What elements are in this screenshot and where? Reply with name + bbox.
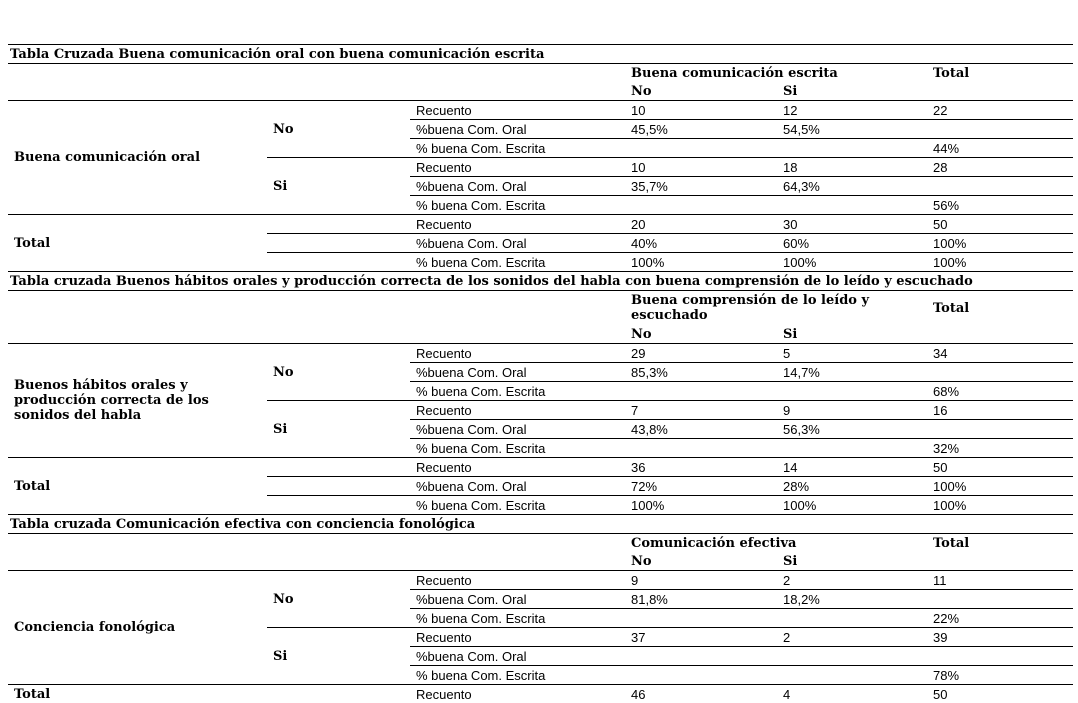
si-column-header: Si <box>777 82 927 101</box>
cell-total <box>927 647 1073 666</box>
stat-label: Recuento <box>410 571 625 590</box>
total-row <box>8 215 1073 234</box>
cell-no: 43,8% <box>625 420 777 439</box>
document <box>8 44 1073 703</box>
cell-si: 2 <box>777 628 927 647</box>
stat-label: Recuento <box>410 215 625 234</box>
crosstab-tables <box>8 44 1073 703</box>
row-group-label: Si <box>267 158 410 215</box>
stat-label: %buena Com. Oral <box>410 647 625 666</box>
stat-label: Recuento <box>410 458 625 477</box>
cell-si: 5 <box>777 344 927 363</box>
table-row <box>8 344 1073 363</box>
cell-si: 60% <box>777 234 927 253</box>
cell-si: 64,3% <box>777 177 927 196</box>
stat-label: Recuento <box>410 628 625 647</box>
table-1 <box>8 45 1073 272</box>
category-header-row <box>8 552 1073 571</box>
table-title: Tabla cruzada Comunicación efectiva con conciencia fonológica <box>8 515 1073 534</box>
stat-label: % buena Com. Escrita <box>410 666 625 685</box>
cell-total: 100% <box>927 234 1073 253</box>
stat-label: Recuento <box>410 101 625 120</box>
total-row <box>8 685 1073 703</box>
table-title-row <box>8 515 1073 534</box>
cell-si <box>777 439 927 458</box>
category-header-row <box>8 82 1073 101</box>
cell-si: 28% <box>777 477 927 496</box>
cell-no: 7 <box>625 401 777 420</box>
stat-label: Recuento <box>410 685 625 703</box>
column-variable-header: Comunicación efectiva <box>625 534 927 553</box>
category-header-row <box>8 325 1073 344</box>
cell-total: 100% <box>927 253 1073 272</box>
cell-total: 44% <box>927 139 1073 158</box>
cell-no: 81,8% <box>625 590 777 609</box>
cell-no: 40% <box>625 234 777 253</box>
cell-si: 100% <box>777 496 927 515</box>
cell-no: 45,5% <box>625 120 777 139</box>
cell-si <box>777 139 927 158</box>
cell-si: 14 <box>777 458 927 477</box>
total-row-label: Total <box>8 215 267 272</box>
cell-total: 50 <box>927 215 1073 234</box>
table-title: Tabla cruzada Buenos hábitos orales y producción correcta de los sonidos del habla con buena comprensión de lo leído y escuchado <box>8 272 1073 291</box>
column-header-row <box>8 64 1073 83</box>
column-header-row <box>8 291 1073 326</box>
stat-label: % buena Com. Escrita <box>410 139 625 158</box>
table-title-row <box>8 272 1073 291</box>
cell-no <box>625 139 777 158</box>
cell-no: 20 <box>625 215 777 234</box>
row-group-label: Si <box>267 628 410 685</box>
cell-si <box>777 647 927 666</box>
stat-label: Recuento <box>410 158 625 177</box>
cell-no: 100% <box>625 253 777 272</box>
row-variable-label: Buena comunicación oral <box>8 101 267 215</box>
stat-label: %buena Com. Oral <box>410 120 625 139</box>
cell-total: 28 <box>927 158 1073 177</box>
cell-total: 39 <box>927 628 1073 647</box>
cell-no <box>625 609 777 628</box>
cell-no: 100% <box>625 496 777 515</box>
row-group-label: Si <box>267 401 410 458</box>
no-column-header: No <box>625 325 777 344</box>
total-column-header: Total <box>927 291 1073 326</box>
cell-total: 50 <box>927 458 1073 477</box>
cell-no: 35,7% <box>625 177 777 196</box>
row-group-label: No <box>267 571 410 628</box>
stat-label: Recuento <box>410 401 625 420</box>
column-variable-header: Buena comunicación escrita <box>625 64 927 83</box>
table-title: Tabla Cruzada Buena comunicación oral con buena comunicación escrita <box>8 45 1073 64</box>
column-header-row <box>8 534 1073 553</box>
cell-si: 30 <box>777 215 927 234</box>
cell-total: 50 <box>927 685 1073 703</box>
total-row-label: Total <box>8 458 267 515</box>
table-2 <box>8 272 1073 515</box>
stat-label: %buena Com. Oral <box>410 177 625 196</box>
cell-total: 22% <box>927 609 1073 628</box>
cell-si: 56,3% <box>777 420 927 439</box>
cell-no: 9 <box>625 571 777 590</box>
cell-no <box>625 647 777 666</box>
column-variable-header: Buena comprensión de lo leído y escuchado <box>625 291 927 326</box>
row-variable-label: Buenos hábitos orales y producción correcta de los sonidos del habla <box>8 344 267 458</box>
cell-total: 100% <box>927 496 1073 515</box>
cell-no: 36 <box>625 458 777 477</box>
cell-si: 18 <box>777 158 927 177</box>
cell-total: 16 <box>927 401 1073 420</box>
stat-label: % buena Com. Escrita <box>410 496 625 515</box>
stat-label: % buena Com. Escrita <box>410 382 625 401</box>
row-group-label: No <box>267 101 410 158</box>
table-3 <box>8 515 1073 703</box>
stat-label: %buena Com. Oral <box>410 590 625 609</box>
cell-si <box>777 382 927 401</box>
cell-si: 100% <box>777 253 927 272</box>
stat-label: % buena Com. Escrita <box>410 439 625 458</box>
cell-total: 68% <box>927 382 1073 401</box>
si-column-header: Si <box>777 552 927 571</box>
cell-total <box>927 120 1073 139</box>
table-row <box>8 101 1073 120</box>
cell-si: 9 <box>777 401 927 420</box>
stat-label: % buena Com. Escrita <box>410 253 625 272</box>
cell-total: 34 <box>927 344 1073 363</box>
cell-si: 14,7% <box>777 363 927 382</box>
cell-si: 18,2% <box>777 590 927 609</box>
cell-no <box>625 439 777 458</box>
table-row <box>8 571 1073 590</box>
no-column-header: No <box>625 552 777 571</box>
cell-si <box>777 666 927 685</box>
si-column-header: Si <box>777 325 927 344</box>
stat-label: %buena Com. Oral <box>410 477 625 496</box>
cell-total <box>927 177 1073 196</box>
cell-total <box>927 363 1073 382</box>
stat-label: %buena Com. Oral <box>410 234 625 253</box>
total-column-header: Total <box>927 64 1073 83</box>
cell-si: 12 <box>777 101 927 120</box>
row-variable-label: Conciencia fonológica <box>8 571 267 685</box>
cell-si: 2 <box>777 571 927 590</box>
cell-si: 4 <box>777 685 927 703</box>
cell-total: 78% <box>927 666 1073 685</box>
row-group-label: No <box>267 344 410 401</box>
stat-label: % buena Com. Escrita <box>410 609 625 628</box>
cell-no: 29 <box>625 344 777 363</box>
cell-no <box>625 196 777 215</box>
cell-no: 85,3% <box>625 363 777 382</box>
stat-label: %buena Com. Oral <box>410 363 625 382</box>
cell-total <box>927 590 1073 609</box>
stat-label: % buena Com. Escrita <box>410 196 625 215</box>
stat-label: %buena Com. Oral <box>410 420 625 439</box>
cell-no: 10 <box>625 158 777 177</box>
cell-total: 100% <box>927 477 1073 496</box>
cell-total: 56% <box>927 196 1073 215</box>
table-title-row <box>8 45 1073 64</box>
cell-total: 22 <box>927 101 1073 120</box>
no-column-header: No <box>625 82 777 101</box>
total-row-label: Total <box>8 685 267 703</box>
cell-no: 46 <box>625 685 777 703</box>
cell-total: 11 <box>927 571 1073 590</box>
cell-no <box>625 382 777 401</box>
cell-no: 37 <box>625 628 777 647</box>
cell-si <box>777 609 927 628</box>
cell-no <box>625 666 777 685</box>
stat-label: Recuento <box>410 344 625 363</box>
cell-no: 72% <box>625 477 777 496</box>
cell-no: 10 <box>625 101 777 120</box>
cell-total <box>927 420 1073 439</box>
cell-total: 32% <box>927 439 1073 458</box>
total-column-header: Total <box>927 534 1073 553</box>
cell-si: 54,5% <box>777 120 927 139</box>
total-row <box>8 458 1073 477</box>
cell-si <box>777 196 927 215</box>
